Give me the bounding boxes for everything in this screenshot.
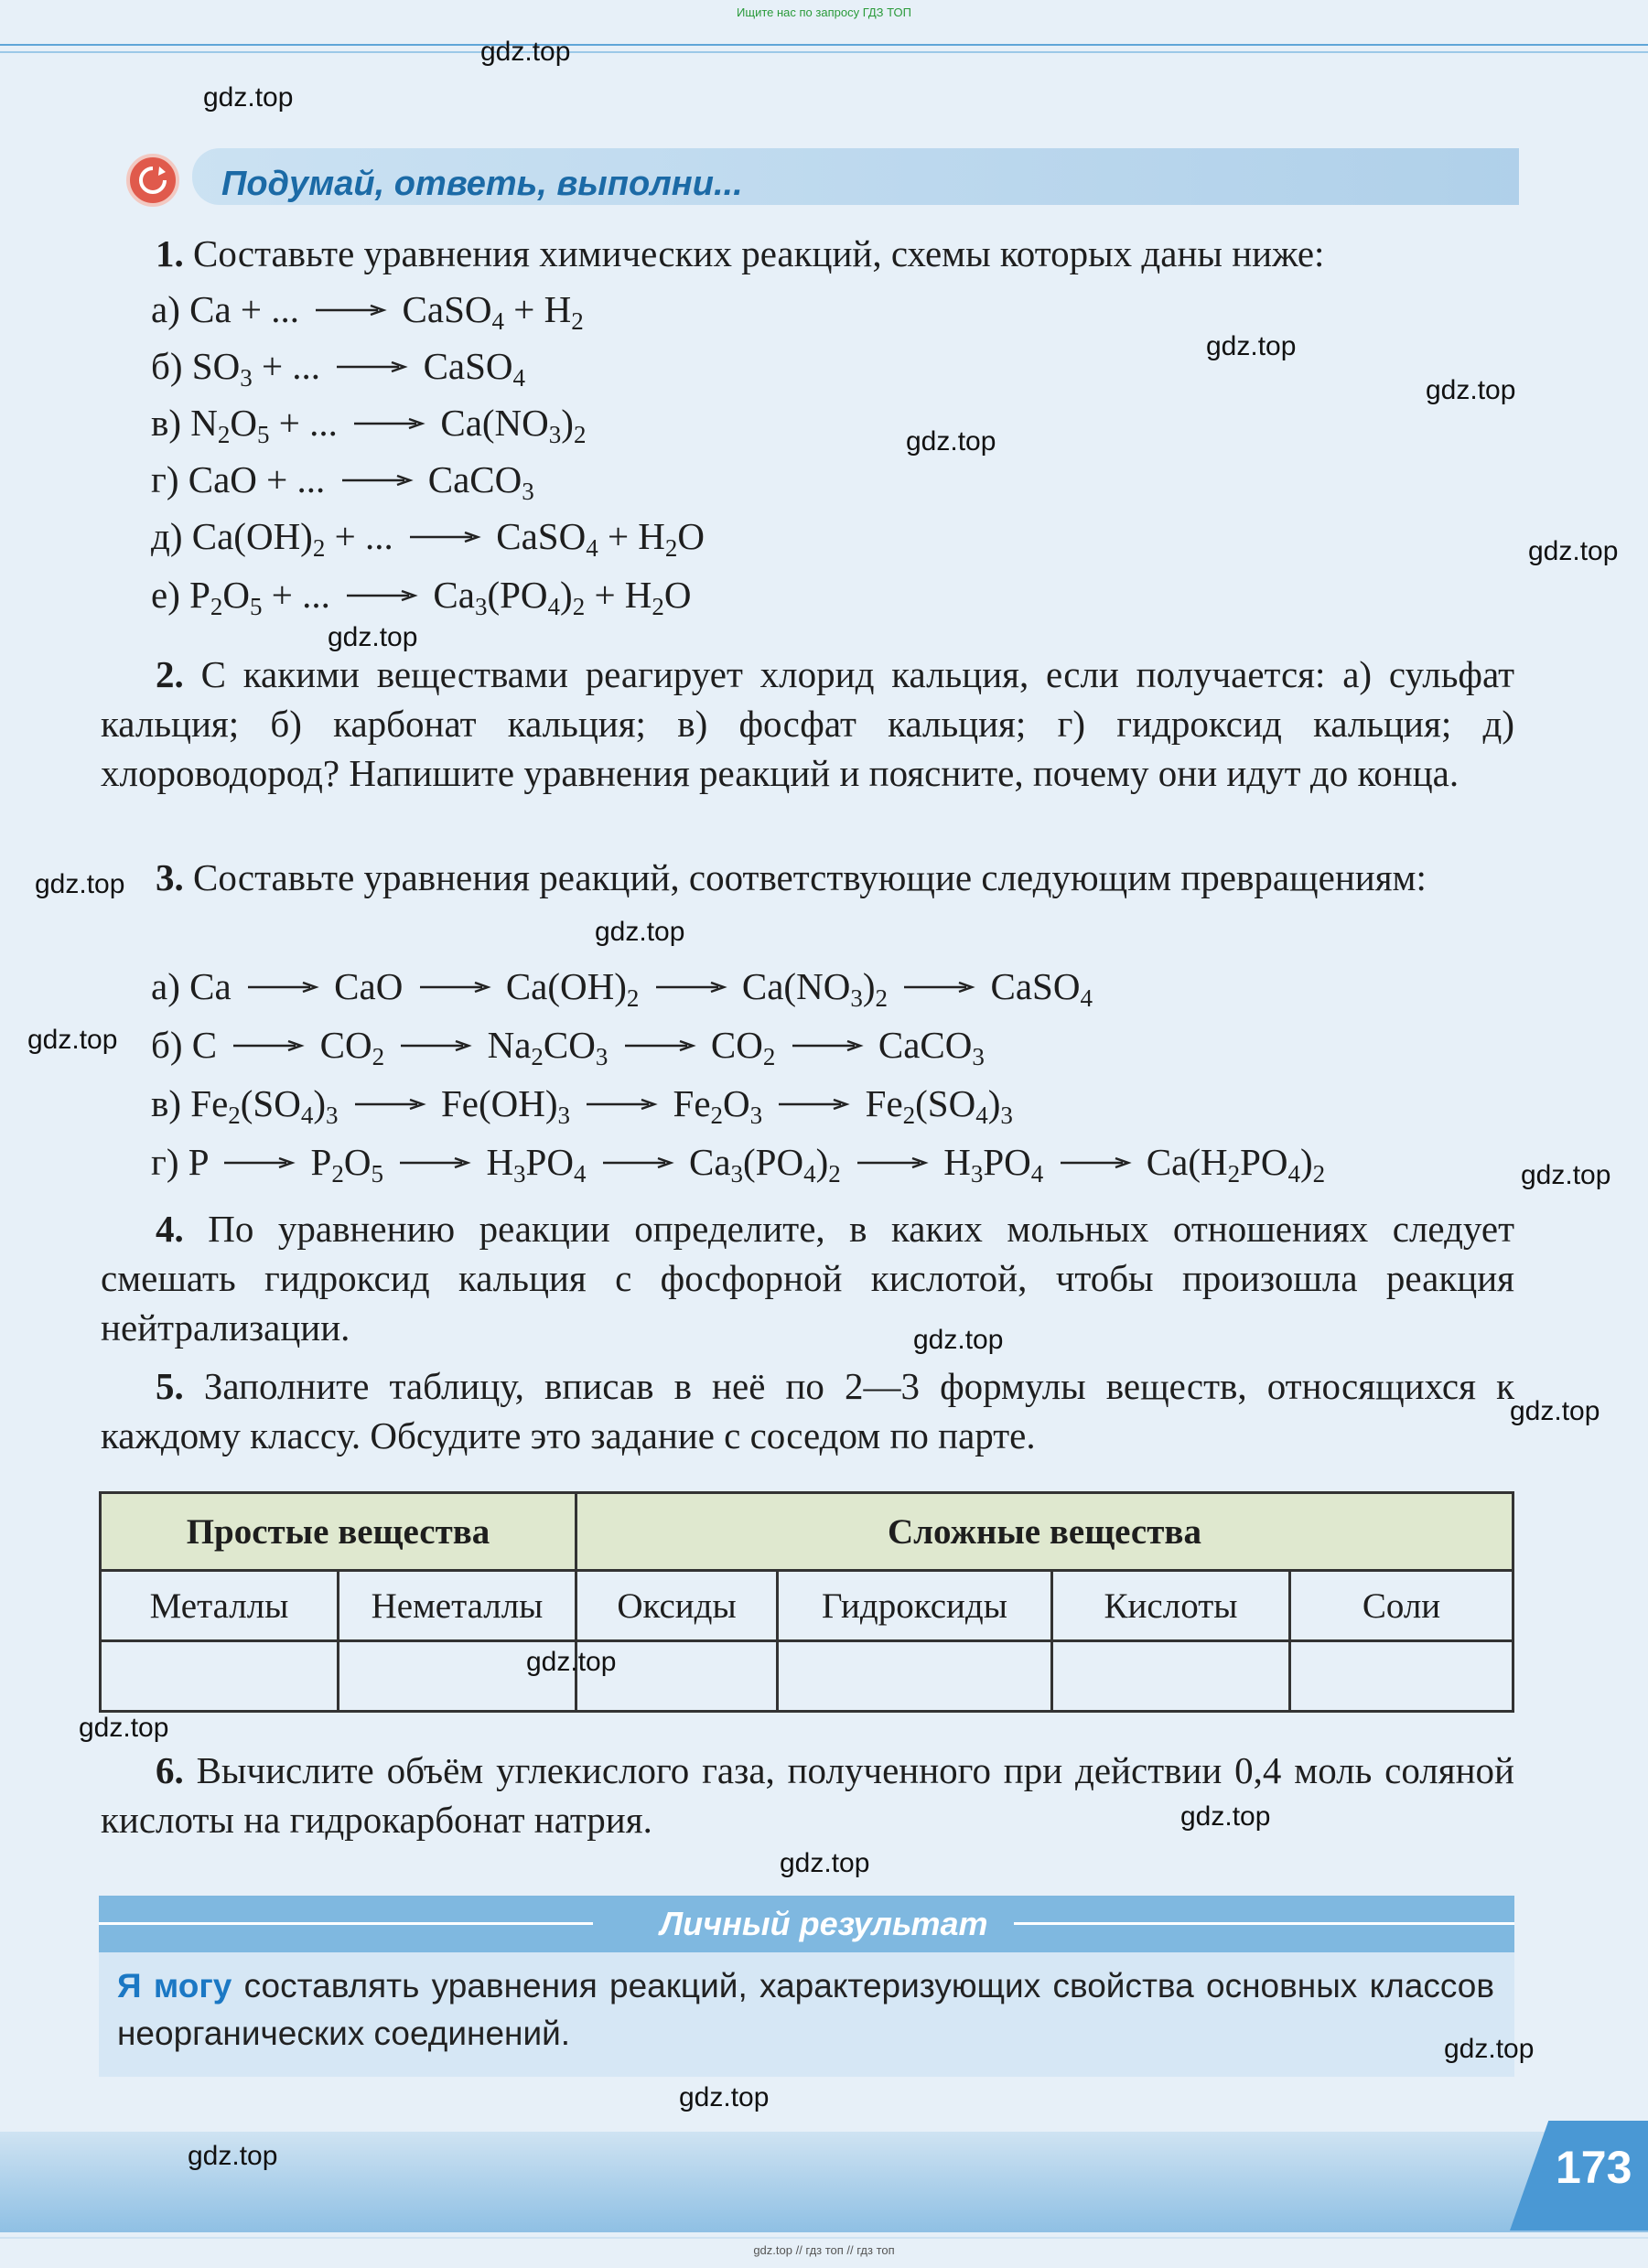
formula-part: CaSO (414, 345, 513, 387)
item-label: в) (151, 1082, 191, 1124)
subscript: 3 (1000, 1102, 1013, 1129)
formula-part: CaSO (486, 515, 587, 557)
formula-part: (PO (487, 574, 548, 616)
watermark: gdz.top (526, 1647, 617, 1677)
subscript: 3 (850, 984, 863, 1012)
task-text: Составьте уравнения реакций, соответствующие следующим превращениям: (193, 856, 1427, 898)
watermark: gdz.top (679, 2082, 770, 2112)
watermark: gdz.top (913, 1325, 1004, 1355)
subscript: 2 (571, 307, 584, 335)
table-cell-empty (1052, 1641, 1290, 1712)
formula-part: H (934, 1141, 971, 1183)
formula-part: Ca(NO (431, 402, 549, 444)
formula-part: Ca(OH) (191, 515, 313, 557)
formula-part: ) (862, 965, 876, 1007)
formula-part: CaSO (393, 288, 492, 330)
watermark: gdz.top (1444, 2034, 1535, 2064)
subscript: 3 (474, 593, 488, 620)
formula-part (639, 965, 648, 1007)
subscript: 5 (250, 593, 263, 620)
subscript: 2 (762, 1043, 776, 1070)
task-text: Заполните таблицу, вписав в неё по 2—3 формулы веществ, относящихся к каждому классу. Обсудите это задание с соседом по парте. (101, 1365, 1515, 1456)
column-header: Металлы (101, 1571, 339, 1641)
formula-part: Fe (856, 1082, 903, 1124)
reaction-arrow-icon (398, 1156, 471, 1169)
reaction-arrow-icon (314, 304, 387, 317)
watermark: gdz.top (27, 1025, 118, 1055)
reaction-arrow-icon (408, 531, 481, 543)
watermark: gdz.top (328, 622, 418, 652)
formula-part: Ca(H (1136, 1141, 1228, 1183)
formula-part: O (230, 402, 257, 444)
formula-part (841, 1141, 850, 1183)
formula-part: + ... (252, 345, 330, 387)
result-body: составлять уравнения реакций, характеризующих свойства основных классов неорганических соединений. (117, 1967, 1494, 2052)
formula-part (775, 1024, 784, 1066)
item-label: а) (151, 965, 190, 1007)
item-label: б) (151, 345, 192, 387)
formula-part: Fe (663, 1082, 711, 1124)
subscript: 3 (548, 421, 562, 448)
table-cell-empty (1290, 1641, 1513, 1712)
substance-classes-table (99, 1491, 1514, 1713)
formula-part: + H (585, 574, 652, 616)
item-label: в) (151, 402, 191, 444)
equation-row (151, 509, 705, 564)
formula-part: ) (560, 574, 573, 616)
reaction-arrow-icon (232, 1039, 305, 1052)
formula-part: + H (504, 288, 572, 330)
task-text: Составьте уравнения химических реакций, схемы которых даны ниже: (193, 232, 1325, 274)
subscript: 4 (1080, 984, 1093, 1012)
formula-part: Fe (190, 1082, 229, 1124)
column-header: Кислоты (1052, 1571, 1290, 1641)
reaction-arrow-icon (246, 981, 319, 994)
reaction-arrow-icon (623, 1039, 696, 1052)
refresh-cycle-icon (126, 154, 179, 207)
subscript: 3 (240, 364, 253, 392)
formula-part: PO (525, 1141, 574, 1183)
table-cell-empty (778, 1641, 1052, 1712)
subscript: 4 (1030, 1160, 1044, 1188)
item-label: г) (151, 1141, 188, 1183)
watermark: gdz.top (203, 82, 294, 113)
formula-part: (SO (915, 1082, 976, 1124)
formula-part: + ... (262, 574, 340, 616)
item-label: д) (151, 515, 192, 557)
formula-part: Ca (189, 965, 241, 1007)
subscript: 2 (652, 593, 664, 620)
subscript: 2 (710, 1102, 724, 1129)
formula-part: P (301, 1141, 332, 1183)
subscript: 2 (875, 984, 888, 1012)
task-2 (101, 650, 1514, 798)
subscript: 2 (210, 593, 223, 620)
reaction-arrow-icon (902, 981, 975, 994)
subscript: 3 (557, 1102, 571, 1129)
task-number: 5. (156, 1365, 184, 1407)
formula-part (608, 1024, 617, 1066)
formula-part: O (343, 1141, 372, 1183)
top-rule (0, 44, 1648, 46)
formula-part: + H (598, 515, 665, 557)
subscript: 2 (572, 593, 586, 620)
reaction-arrow-icon (418, 981, 491, 994)
subscript: 2 (312, 534, 326, 562)
formula-part: (SO (240, 1082, 301, 1124)
subscript: 2 (331, 1160, 344, 1188)
subscript: 3 (970, 1160, 984, 1188)
subscript: 2 (228, 1102, 241, 1129)
subscript: 4 (1287, 1160, 1301, 1188)
formula-part: + ... (325, 515, 403, 557)
equation-row (151, 567, 692, 622)
item-label: а) (151, 288, 190, 330)
reaction-arrow-icon (791, 1039, 864, 1052)
formula-part: CO (701, 1024, 763, 1066)
column-header: Неметаллы (339, 1571, 576, 1641)
subscript: 2 (372, 1043, 385, 1070)
equation-row (151, 1134, 1325, 1189)
reaction-arrow-icon (352, 417, 425, 430)
formula-part: CaCO (418, 458, 522, 500)
formula-part: Ca (679, 1141, 731, 1183)
formula-part: ) (1300, 1141, 1313, 1183)
result-title: Личный результат (660, 1905, 988, 1942)
equation-row (151, 959, 1093, 1014)
watermark: gdz.top (1510, 1396, 1600, 1426)
subscript: 4 (547, 593, 561, 620)
equation-row (151, 282, 584, 337)
reaction-arrow-icon (777, 1098, 850, 1111)
equation-row (151, 339, 525, 393)
formula-part: PO (983, 1141, 1031, 1183)
watermark: gdz.top (35, 869, 125, 899)
subscript: 4 (491, 307, 504, 335)
formula-part: ) (987, 1082, 1001, 1124)
task-3 (101, 853, 1514, 902)
subscript: 3 (972, 1043, 985, 1070)
task-6 (101, 1746, 1514, 1844)
item-label: е) (151, 574, 190, 616)
watermark: gdz.top (1528, 536, 1619, 566)
reaction-arrow-icon (222, 1156, 296, 1169)
formula-part (570, 1082, 579, 1124)
reaction-arrow-icon (399, 1039, 472, 1052)
formula-part: CaCO (868, 1024, 973, 1066)
search-hint[interactable]: Ищите нас по запросу ГДЗ ТОП (737, 5, 911, 19)
subscript: 4 (803, 1160, 816, 1188)
watermark: gdz.top (79, 1713, 169, 1743)
subscript: 4 (512, 364, 526, 392)
reaction-arrow-icon (601, 1156, 674, 1169)
subscript: 4 (586, 534, 598, 562)
formula-part: P (188, 1141, 218, 1183)
subscript: 5 (256, 421, 270, 448)
task-text: С какими веществами реагирует хлорид кальция, если получается: а) сульфат кальция; б) карбонат кальция; в) фосфат кальция; г) гидроксид кальция; д) хлороводород? Напишите уравнения реакций и поясните, почему они идут до конца. (101, 653, 1515, 794)
reaction-arrow-icon (654, 981, 727, 994)
formula-part: O (677, 515, 706, 557)
watermark: gdz.top (188, 2141, 278, 2171)
formula-part: Ca (424, 574, 475, 616)
formula-part: Ca + ... (189, 288, 309, 330)
task-number: 3. (156, 856, 184, 898)
equation-row (151, 1076, 1013, 1131)
formula-part: Na (478, 1024, 532, 1066)
reaction-arrow-icon (585, 1098, 658, 1111)
reaction-arrow-icon (1059, 1156, 1132, 1169)
formula-part: P (189, 574, 210, 616)
subscript: 2 (217, 421, 231, 448)
formula-part: O (222, 574, 251, 616)
column-header: Гидроксиды (778, 1571, 1052, 1641)
formula-part (586, 1141, 595, 1183)
equation-row (151, 1017, 985, 1072)
subscript: 3 (595, 1043, 609, 1070)
task-number: 6. (156, 1749, 184, 1791)
formula-part: Ca(OH) (496, 965, 627, 1007)
formula-part (1043, 1141, 1052, 1183)
group-header-simple: Простые вещества (101, 1493, 576, 1571)
column-header: Соли (1290, 1571, 1513, 1641)
formula-part: H (477, 1141, 514, 1183)
subscript: 2 (1312, 1160, 1326, 1188)
task-number: 2. (156, 653, 184, 695)
formula-part: Fe(OH) (431, 1082, 558, 1124)
formula-part: N (190, 402, 218, 444)
formula-part: C (191, 1024, 227, 1066)
subscript: 4 (975, 1102, 988, 1129)
reaction-arrow-icon (353, 1098, 426, 1111)
formula-part (339, 1082, 348, 1124)
subscript: 4 (573, 1160, 587, 1188)
section-title: Подумай, ответь, выполни... (221, 165, 743, 203)
task-4 (101, 1204, 1514, 1352)
subscript: 3 (522, 478, 534, 505)
equation-row (151, 395, 586, 450)
table-cell-empty (101, 1641, 339, 1712)
formula-part: (PO (743, 1141, 804, 1183)
subscript: 2 (828, 1160, 841, 1188)
formula-part (384, 1024, 393, 1066)
subscript: 2 (531, 1043, 544, 1070)
equation-row (151, 452, 534, 507)
formula-part: CO (543, 1024, 596, 1066)
formula-part (383, 1141, 393, 1183)
watermark: gdz.top (780, 1848, 870, 1878)
watermark: gdz.top (595, 917, 685, 947)
reaction-arrow-icon (335, 360, 408, 373)
formula-part: O (723, 1082, 750, 1124)
task-number: 1. (156, 232, 184, 274)
formula-part: CO (310, 1024, 372, 1066)
formula-part: PO (1240, 1141, 1288, 1183)
watermark: gdz.top (906, 426, 996, 457)
subscript: 3 (749, 1102, 763, 1129)
subscript: 2 (664, 534, 678, 562)
formula-part: ) (561, 402, 574, 444)
subscript: 2 (626, 984, 640, 1012)
bottom-rule (0, 2237, 1648, 2239)
formula-part: SO (191, 345, 241, 387)
task-1 (101, 229, 1514, 278)
formula-part: CaO + ... (188, 458, 335, 500)
task-text: По уравнению реакции определите, в каких мольных отношениях следует смешать гидроксид кальция с фосфорной кислотой, чтобы произошла реакция нейтрализации. (101, 1208, 1515, 1349)
watermark: gdz.top (1426, 375, 1516, 405)
subscript: 3 (730, 1160, 744, 1188)
subscript: 2 (573, 421, 587, 448)
reaction-arrow-icon (856, 1156, 929, 1169)
subscript: 3 (513, 1160, 526, 1188)
task-number: 4. (156, 1208, 184, 1250)
item-label: б) (151, 1024, 192, 1066)
subscript: 3 (326, 1102, 339, 1129)
item-label: г) (151, 458, 188, 500)
subscript: 2 (1227, 1160, 1241, 1188)
formula-part: Ca(NO (732, 965, 851, 1007)
watermark: gdz.top (480, 37, 571, 67)
watermark: gdz.top (1180, 1801, 1271, 1832)
task-5 (101, 1361, 1514, 1460)
column-header: Оксиды (576, 1571, 778, 1641)
formula-part (762, 1082, 771, 1124)
formula-part: ) (815, 1141, 829, 1183)
page-number: 173 (1556, 2142, 1632, 2193)
footer-links[interactable]: gdz.top // гдз топ // гдз топ (753, 2243, 895, 2257)
reaction-arrow-icon (340, 474, 414, 487)
formula-part (888, 965, 897, 1007)
group-header-complex: Сложные вещества (576, 1493, 1513, 1571)
watermark: gdz.top (1206, 331, 1297, 361)
watermark: gdz.top (1521, 1160, 1611, 1190)
formula-part: O (663, 574, 692, 616)
formula-part: CaSO (981, 965, 1081, 1007)
subscript: 2 (902, 1102, 916, 1129)
formula-part: + ... (269, 402, 348, 444)
subscript: 4 (300, 1102, 314, 1129)
subscript: 5 (371, 1160, 383, 1188)
top-rule (0, 51, 1648, 53)
result-text (117, 1962, 1494, 2058)
result-highlight: Я могу (117, 1967, 232, 2005)
task-text: Вычислите объём углекислого газа, полученного при действии 0,4 моль соляной кислоты на гидрокарбонат натрия. (101, 1749, 1515, 1841)
formula-part: ) (313, 1082, 326, 1124)
formula-part: CaO (324, 965, 413, 1007)
reaction-arrow-icon (345, 589, 418, 602)
